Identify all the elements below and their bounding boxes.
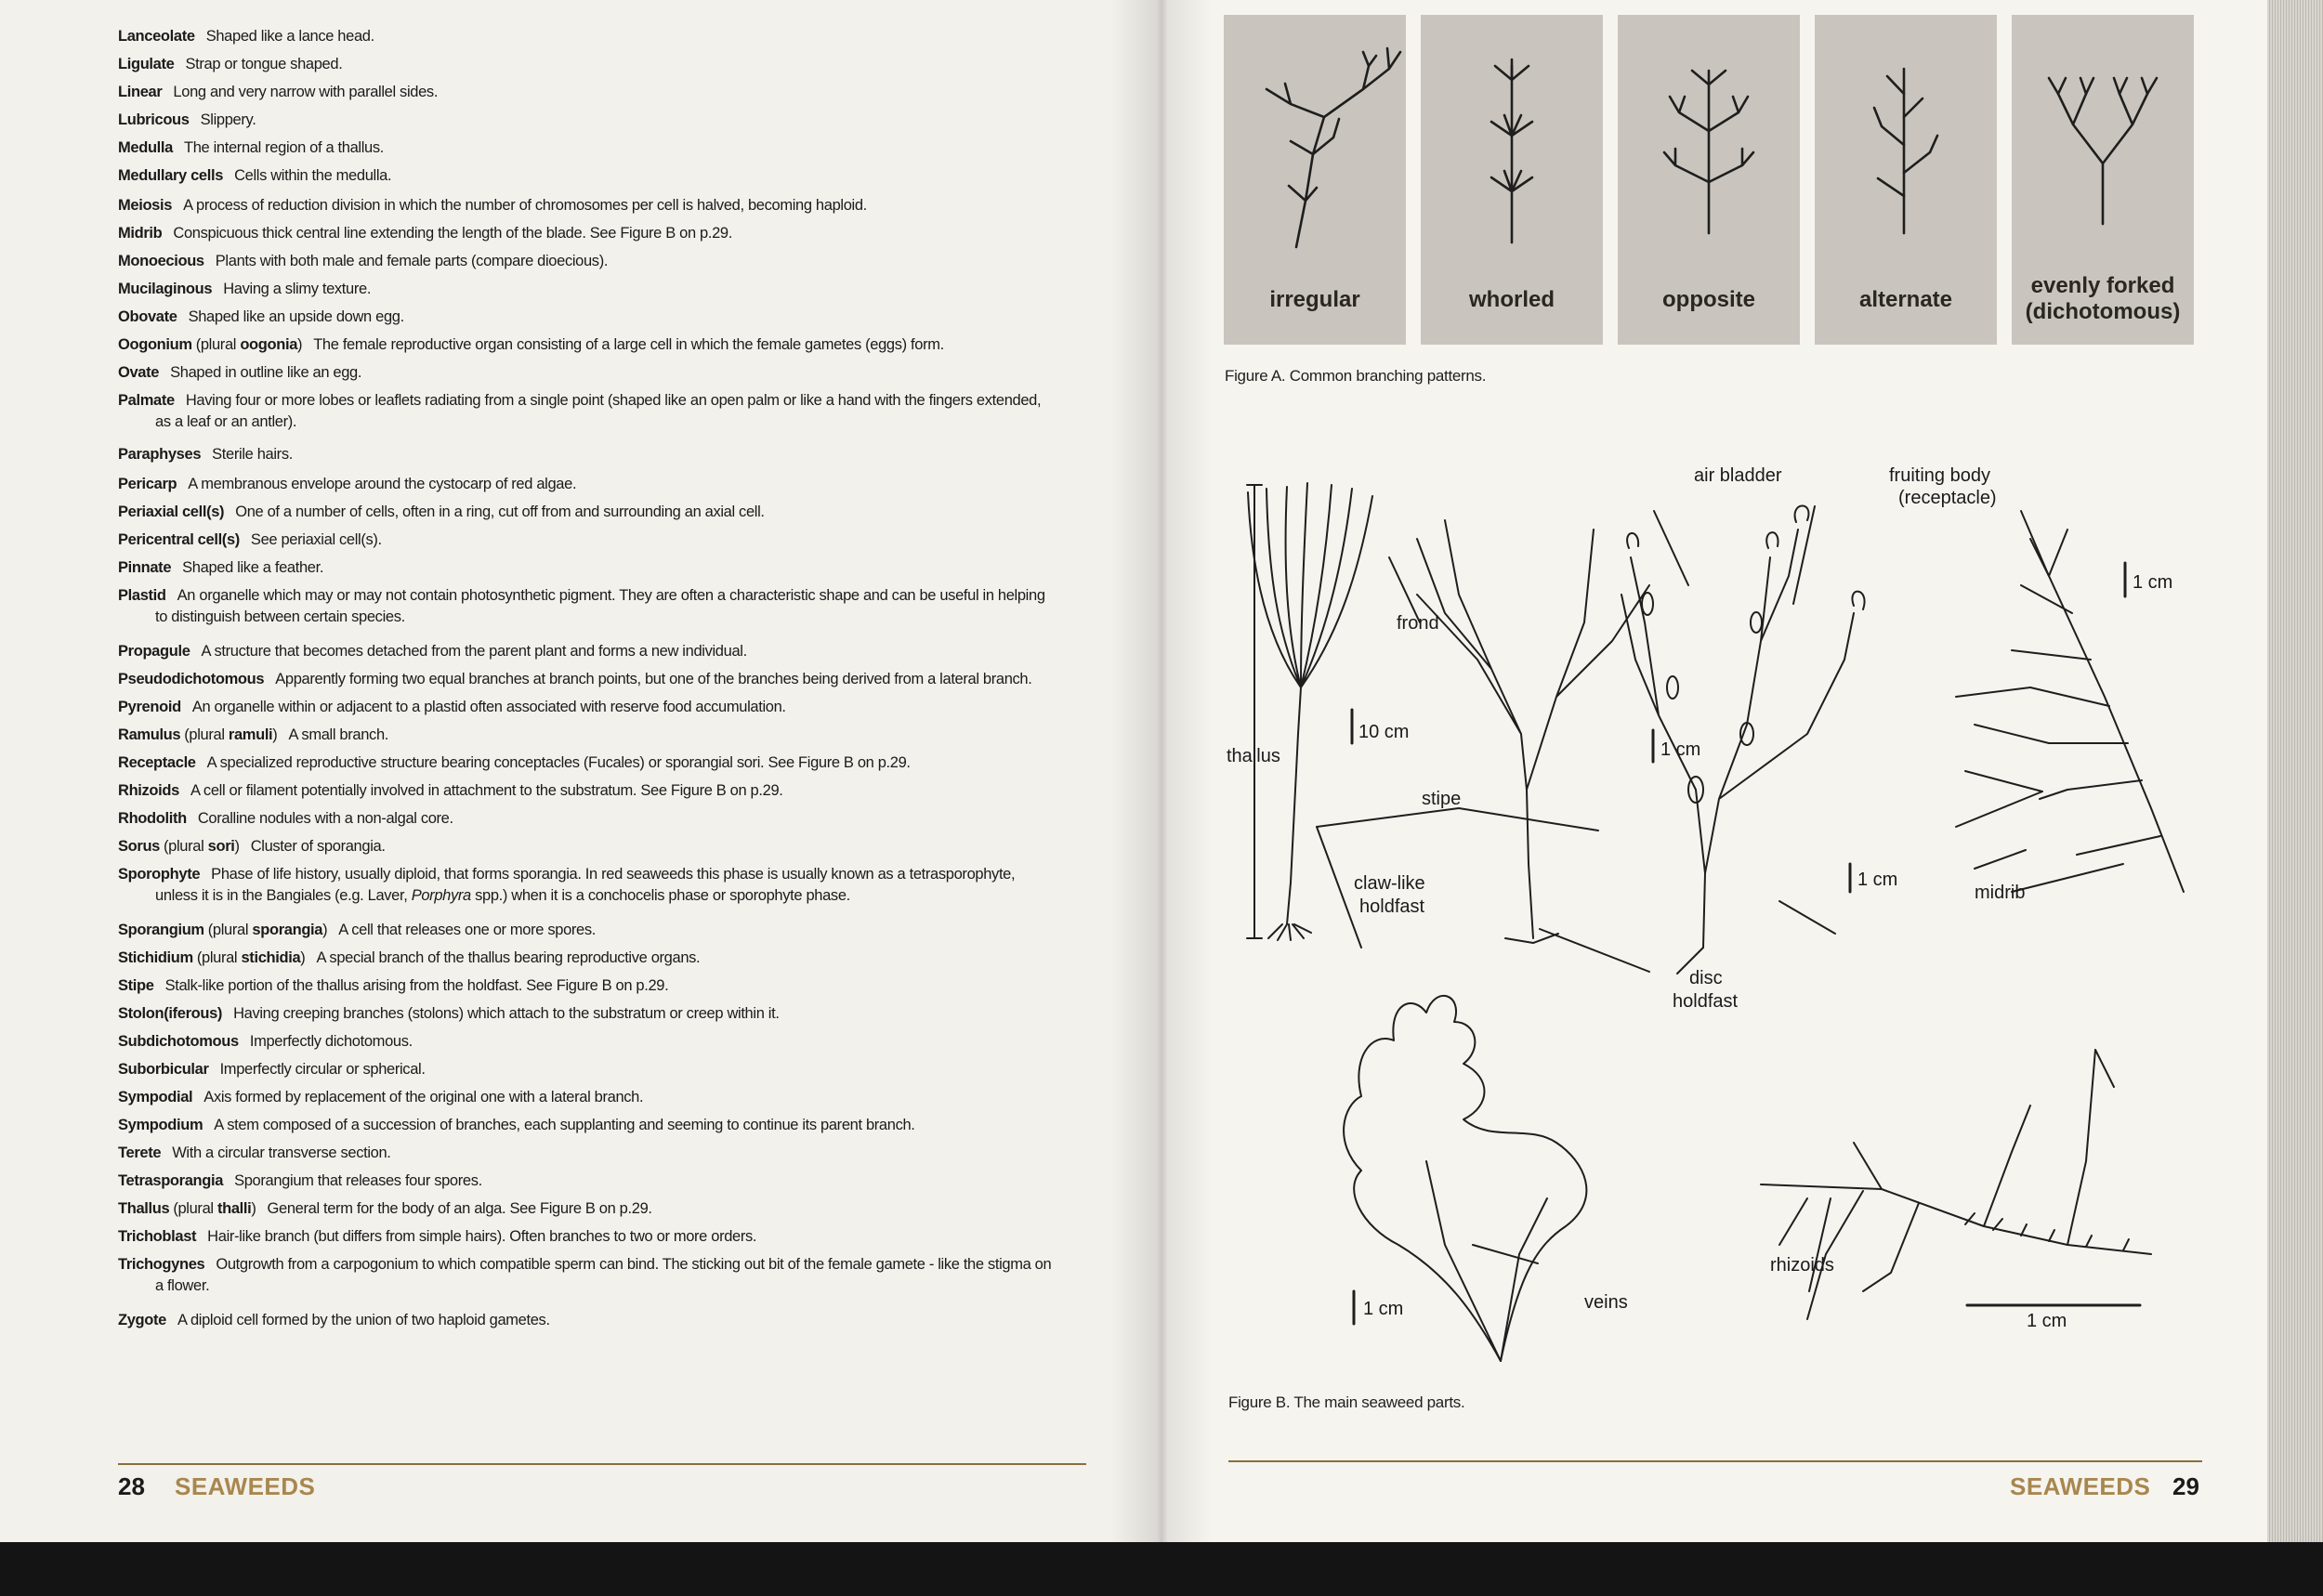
glossary-entry: [118, 1254, 1094, 1297]
figure-a-caption: Figure A. Common branching patterns.: [1225, 367, 1487, 385]
panel-label-dichotomous-1: evenly forked: [2030, 273, 2175, 298]
cont-text: spp.) when it is a conchocelis phase or sporophyte phase.: [470, 887, 850, 904]
glossary-entry: [118, 223, 1094, 244]
glossary-definition: A specialized reproductive structure bearing conceptacles (Fucales) or sporangial sori. See Figure B on p.29.: [206, 754, 911, 771]
glossary-term: Linear: [118, 84, 163, 100]
seaweed-parts-figure: [1213, 455, 2225, 1412]
glossary-definition: Outgrowth from a carpogonium to which compatible sperm can bind. The sticking out bit of the female gamete - like the stigma on: [216, 1256, 1052, 1273]
scale-1cm-bladder: 1 cm: [1857, 870, 1898, 890]
scale-10cm: 10 cm: [1358, 722, 1410, 742]
glossary-entry: [118, 836, 1094, 857]
glossary-definition: Cluster of sporangia.: [250, 838, 386, 855]
glossary-definition: Hair-like branch (but differs from simple hairs). Often branches to two or more orders.: [207, 1228, 757, 1245]
glossary-definition: A process of reduction division in which the number of chromosomes per cell is halved, becoming haploid.: [183, 197, 867, 214]
glossary-entry: [118, 82, 1094, 103]
glossary-term: Rhizoids: [118, 782, 179, 799]
glossary-entry: [118, 697, 1094, 718]
branching-panel-opposite: [1618, 15, 1800, 345]
glossary-entry: [118, 1087, 1094, 1108]
page-number-right: 29: [2172, 1472, 2199, 1500]
glossary-definition: Plants with both male and female parts (compare dioecious).: [215, 253, 609, 269]
glossary-term: Sporangium: [118, 922, 204, 938]
glossary-definition: An organelle which may or may not contain photosynthetic pigment. They are often a characteristic shape and can be useful in helping: [177, 587, 1045, 604]
glossary-definition-cont: to distinguish between certain species.: [155, 608, 405, 625]
glossary-entry: [118, 195, 1094, 216]
glossary-entry: [118, 780, 1094, 802]
glossary-definition: Having creeping branches (stolons) which attach to the substratum or creep within it.: [233, 1005, 780, 1022]
glossary-definition: A cell that releases one or more spores.: [338, 922, 596, 938]
label-air-bladder: air bladder: [1694, 465, 1782, 486]
glossary-definition: A structure that becomes detached from the parent plant and forms a new individual.: [201, 643, 747, 660]
label-disc-holdfast-2: holdfast: [1673, 991, 1739, 1012]
plural-suffix: ): [300, 949, 306, 966]
branching-panel-alternate: [1815, 15, 1997, 345]
glossary-definition: A special branch of the thallus bearing reproductive organs.: [316, 949, 701, 966]
glossary-term: Paraphyses: [118, 446, 202, 463]
glossary-entry: [118, 1226, 1094, 1248]
glossary-definition: A stem composed of a succession of branches, each supplanting and seeming to continue its parent branch.: [214, 1117, 915, 1133]
glossary-entry: [118, 444, 1094, 465]
glossary-definition: The internal region of a thallus.: [183, 139, 384, 156]
glossary-term: Stolon(iferous): [118, 1005, 223, 1022]
label-fruiting-body-1: fruiting body: [1889, 465, 1990, 486]
glossary-term: Lanceolate: [118, 28, 195, 45]
glossary-term: Pseudodichotomous: [118, 671, 265, 687]
glossary-term: Sporophyte: [118, 866, 201, 883]
glossary-entry: [118, 362, 1094, 384]
glossary-entry: [118, 26, 1094, 47]
glossary-entry: [118, 530, 1094, 551]
glossary-term: Obovate: [118, 308, 177, 325]
plural-suffix: ): [251, 1200, 256, 1217]
plural-form: sori: [207, 838, 235, 855]
scale-1cm-stipe: 1 cm: [1660, 739, 1701, 760]
glossary-definition: Coralline nodules with a non-algal core.: [197, 810, 453, 827]
glossary-definition: Imperfectly circular or spherical.: [219, 1061, 426, 1078]
glossary-definition: Slippery.: [200, 111, 256, 128]
plural-form: thalli: [217, 1200, 252, 1217]
plural-prefix: (plural: [195, 336, 241, 353]
plural-suffix: ): [297, 336, 303, 353]
footer-rule-right: [1228, 1460, 2202, 1462]
glossary-term: Pericentral cell(s): [118, 531, 240, 548]
glossary-definition: Stalk-like portion of the thallus arising from the holdfast. See Figure B on p.29.: [164, 977, 669, 994]
label-fruiting-body-2: (receptacle): [1898, 488, 1997, 508]
plural-suffix: ): [272, 726, 278, 743]
glossary-term: Stichidium: [118, 949, 193, 966]
genus-name: Porphyra: [411, 887, 471, 904]
glossary-term: Mucilaginous: [118, 281, 213, 297]
panel-label-opposite: opposite: [1662, 287, 1755, 312]
glossary-entry: [118, 1171, 1094, 1192]
label-disc-holdfast-1: disc: [1689, 968, 1723, 988]
glossary-entry: [118, 1059, 1094, 1080]
glossary-term: Ovate: [118, 364, 160, 381]
glossary-definition-cont: [118, 885, 1094, 907]
specimen-rhizoid: [1761, 1050, 2151, 1319]
glossary-definition: With a circular transverse section.: [172, 1145, 391, 1161]
glossary-definition: Having a slimy texture.: [223, 281, 372, 297]
glossary-term: Pericarp: [118, 476, 177, 492]
glossary-entry: [118, 641, 1094, 662]
glossary-definition: Conspicuous thick central line extending the length of the blade. See Figure B on p.29.: [173, 225, 732, 242]
glossary-definition: Imperfectly dichotomous.: [249, 1033, 413, 1050]
glossary-term: Pinnate: [118, 559, 172, 576]
glossary-definition: Cells within the medulla.: [234, 167, 392, 184]
glossary-term: Terete: [118, 1145, 162, 1161]
panel-label-alternate: alternate: [1858, 287, 1953, 312]
glossary-term: Trichoblast: [118, 1228, 197, 1245]
glossary-term: Tetrasporangia: [118, 1172, 224, 1189]
branching-panel-dichotomous: [2012, 15, 2194, 345]
glossary-entry: [118, 110, 1094, 131]
glossary-term: Subdichotomous: [118, 1033, 239, 1050]
label-midrib: midrib: [1975, 883, 2026, 903]
glossary-definition: See periaxial cell(s).: [250, 531, 382, 548]
page-edges: [2267, 0, 2323, 1542]
plural-suffix: ): [234, 838, 240, 855]
label-rhizoids: rhizoids: [1770, 1255, 1834, 1275]
glossary-term: Propagule: [118, 643, 190, 660]
glossary-term: Rhodolith: [118, 810, 187, 827]
glossary-term: Sympodium: [118, 1117, 203, 1133]
running-head-right: SEAWEEDS: [2010, 1472, 2151, 1500]
glossary-entry: [118, 808, 1094, 830]
label-frond: frond: [1397, 613, 1439, 634]
panel-label-whorled: whorled: [1468, 287, 1555, 312]
scale-1cm-leafy: 1 cm: [1363, 1299, 1404, 1319]
panel-label-irregular: irregular: [1269, 287, 1360, 312]
label-thallus: thallus: [1227, 746, 1280, 766]
plural-prefix: (plural: [173, 1200, 217, 1217]
glossary-entry: [118, 585, 1094, 628]
running-head-left: SEAWEEDS: [175, 1472, 316, 1500]
plural-form: ramuli: [228, 726, 273, 743]
label-stipe: stipe: [1422, 789, 1462, 809]
glossary-term: Medulla: [118, 139, 173, 156]
glossary-definition: Apparently forming two equal branches at branch points, but one of the branches being derived from a lateral branch.: [275, 671, 1032, 687]
glossary-entry: [118, 502, 1094, 523]
glossary-entry: [118, 334, 1094, 356]
glossary-definition: Axis formed by replacement of the original one with a lateral branch.: [203, 1089, 644, 1105]
glossary-definition: General term for the body of an alga. See Figure B on p.29.: [267, 1200, 652, 1217]
glossary-entry: [118, 948, 1094, 969]
specimen-bladderwrack: [1621, 505, 1865, 974]
glossary-definition: Long and very narrow with parallel sides.: [173, 84, 439, 100]
plural-prefix: (plural: [184, 726, 229, 743]
scale-1cm-rhizoid: 1 cm: [2027, 1311, 2067, 1331]
glossary-entry: [118, 1310, 1094, 1331]
glossary-entry: [118, 1143, 1094, 1164]
glossary-definition: One of a number of cells, often in a ring, cut off from and surrounding an axial cell.: [235, 504, 765, 520]
glossary-term: Receptacle: [118, 754, 196, 771]
glossary-term: Lubricous: [118, 111, 190, 128]
glossary-entry: [118, 975, 1094, 997]
plural-suffix: ): [322, 922, 328, 938]
glossary-term: Ligulate: [118, 56, 175, 72]
glossary-entry: [118, 474, 1094, 495]
glossary-entry: [118, 557, 1094, 579]
glossary-entry: [118, 390, 1094, 433]
glossary-term: Oogonium: [118, 336, 192, 353]
glossary-entry: [118, 54, 1094, 75]
glossary-entry: [118, 1198, 1094, 1220]
plural-prefix: (plural: [207, 922, 253, 938]
glossary-definition-cont: as a leaf or an antler).: [155, 413, 297, 430]
glossary-entry: [118, 920, 1094, 941]
panel-label-dichotomous-2: (dichotomous): [2025, 299, 2181, 324]
glossary-definition: The female reproductive organ consisting of a large cell in which the female gametes (eggs) form.: [313, 336, 944, 353]
glossary-entry: [118, 1003, 1094, 1025]
glossary-definition: Shaped like an upside down egg.: [188, 308, 404, 325]
glossary-term: Monoecious: [118, 253, 204, 269]
glossary-entry: [118, 279, 1094, 300]
glossary-term: Medullary cells: [118, 167, 224, 184]
glossary-definition: Strap or tongue shaped.: [185, 56, 343, 72]
plural-prefix: (plural: [196, 949, 242, 966]
glossary-term: Meiosis: [118, 197, 173, 214]
glossary-entry: [118, 1115, 1094, 1136]
glossary-term: Suborbicular: [118, 1061, 209, 1078]
glossary-term: Stipe: [118, 977, 154, 994]
glossary-term: Palmate: [118, 392, 175, 409]
label-claw-holdfast-2: holdfast: [1359, 896, 1425, 917]
glossary-entry: [118, 725, 1094, 746]
glossary-entry: [118, 165, 1094, 187]
glossary-definition: A cell or filament potentially involved in attachment to the substratum. See Figure B on p.29.: [190, 782, 783, 799]
glossary-term: Sympodial: [118, 1089, 193, 1105]
glossary-entry: [118, 864, 1094, 907]
page-number-left: 28: [118, 1472, 145, 1500]
plural-form: oogonia: [240, 336, 298, 353]
glossary-definition: A diploid cell formed by the union of two haploid gametes.: [177, 1312, 550, 1328]
glossary-term: Trichogynes: [118, 1256, 205, 1273]
glossary-entry: [118, 251, 1094, 272]
specimen-branching: [1417, 520, 1649, 972]
plural-form: stichidia: [241, 949, 301, 966]
glossary-definition: A small branch.: [288, 726, 389, 743]
glossary-definition-cont: a flower.: [155, 1277, 210, 1294]
glossary-entry: [118, 752, 1094, 774]
glossary-definition: A membranous envelope around the cystocarp of red algae.: [188, 476, 577, 492]
glossary-term: Pyrenoid: [118, 699, 181, 715]
glossary-entry: [118, 137, 1094, 159]
glossary-definition: An organelle within or adjacent to a plastid often associated with reserve food accumulation.: [191, 699, 786, 715]
glossary-definition: Phase of life history, usually diploid, that forms sporangia. In red seaweeds this phase is usually known as a tetrasporophyte,: [211, 866, 1016, 883]
branching-panel-irregular: [1224, 15, 1406, 345]
glossary-definition: Sterile hairs.: [212, 446, 293, 463]
glossary-entry: [118, 307, 1094, 328]
footer-rule-left: [118, 1463, 1086, 1465]
plural-prefix: (plural: [164, 838, 208, 855]
plural-form: sporangia: [252, 922, 323, 938]
specimen-midrib: [1956, 511, 2184, 892]
glossary-entry: [118, 669, 1094, 690]
branching-panel-whorled: [1421, 15, 1603, 345]
cont-text: unless it is in the Bangiales (e.g. Laver,: [155, 887, 412, 904]
label-veins: veins: [1584, 1292, 1628, 1313]
glossary-definition: Shaped like a feather.: [182, 559, 324, 576]
glossary-definition: Shaped like a lance head.: [205, 28, 374, 45]
glossary-definition: Having four or more lobes or leaflets radiating from a single point (shaped like an open palm or like a hand with the fingers extended,: [185, 392, 1042, 409]
glossary-term: Plastid: [118, 587, 166, 604]
glossary-definition: Sporangium that releases four spores.: [234, 1172, 482, 1189]
glossary-term: Zygote: [118, 1312, 166, 1328]
glossary-term: Sorus: [118, 838, 161, 855]
glossary-term: Ramulus: [118, 726, 181, 743]
scale-1cm-midrib: 1 cm: [2133, 572, 2173, 593]
glossary-term: Thallus: [118, 1200, 170, 1217]
glossary-entry: [118, 1031, 1094, 1053]
book-gutter: [1110, 0, 1213, 1542]
figure-b-caption: Figure B. The main seaweed parts.: [1228, 1393, 1465, 1411]
glossary-term: Periaxial cell(s): [118, 504, 225, 520]
scan-background: [0, 1542, 2323, 1596]
glossary-definition: Shaped in outline like an egg.: [170, 364, 362, 381]
glossary-term: Midrib: [118, 225, 163, 242]
label-claw-holdfast-1: claw-like: [1354, 873, 1425, 894]
